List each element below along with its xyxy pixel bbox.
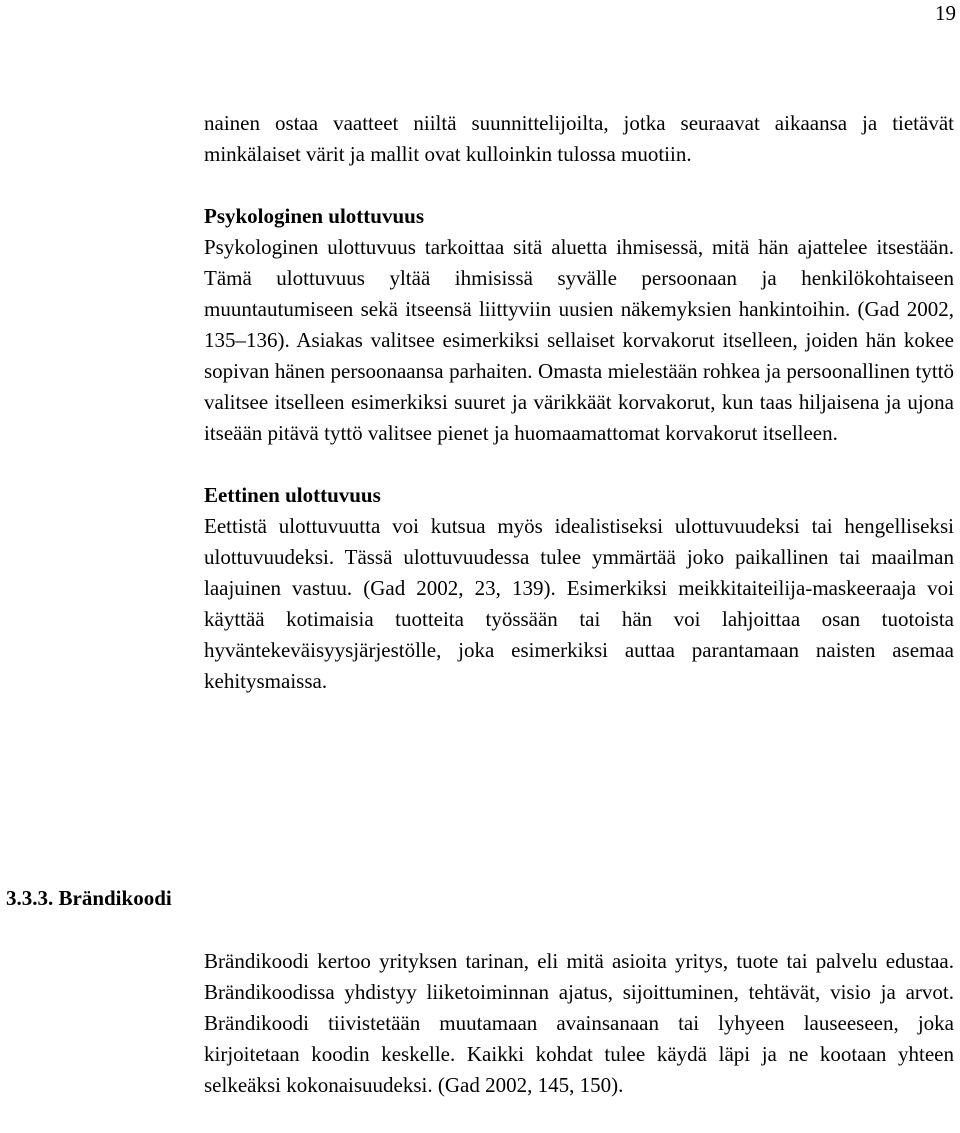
brand-code-body [204,946,954,1101]
psychological-paragraph: Psykologinen ulottuvuus tarkoittaa sitä aluetta ihmisessä, mitä hän ajattelee itsestään. Tämä ulottuvuus yltää ihmisissä syvälle persoonaan ja henkilökohtaiseen muuntautumiseen sekä itseensä liittyviin uusien näkemyksien hankintoihin. (Gad 2002, 135–136). Asiakas valitsee esimerkiksi sellaiset korvakorut itselleen, joiden hän kokee sopivan hänen persoonaansa parhaiten. Omasta mielestään rohkea ja persoonallinen tyttö valitsee itselleen esimerkiksi suuret ja värikkäät korvakorut, kun taas hiljaisena ja ujona itseään pitävä tyttö valitsee pienet ja huomaamattomat korvakorut itselleen. [204,235,954,445]
page-number: 19 [935,1,956,25]
ethical-dimension-section [204,480,954,697]
psychological-dimension-section [204,201,954,449]
psychological-heading: Psykologinen ulottuvuus [204,204,424,228]
intro-paragraph: nainen ostaa vaatteet niiltä suunnittelijoilta, jotka seuraavat aikaansa ja tietävät minkälaiset värit ja mallit ovat kulloinkin tulossa muotiin. [204,111,954,166]
ethical-paragraph: Eettistä ulottuvuutta voi kutsua myös idealistiseksi ulottuvuudeksi tai hengelliseksi ulottuvuudeksi. Tässä ulottuvuudessa tulee ymmärtää joko paikallinen tai maailman laajuinen vastuu. (Gad 2002, 23, 139). Esimerkiksi meikkitaiteilija-maskeeraaja voi käyttää kotimaisia tuotteita työssään tai hän voi lahjoittaa osan tuotoista hyväntekeväisyysjärjestölle, joka esimerkiksi auttaa parantamaan naisten asemaa kehitysmaissa. [204,514,954,693]
brand-code-paragraph: Brändikoodi kertoo yrityksen tarinan, eli mitä asioita yritys, tuote tai palvelu edustaa. Brändikoodissa yhdistyy liiketoiminnan ajatus, sijoittuminen, tehtävät, visio ja arvot. Brändikoodi tiivistetään muutamaan avainsanaan tai lyhyeen lauseeseen, joka kirjoitetaan koodin keskelle. Kaikki kohdat tulee käydä läpi ja ne kootaan yhteen selkeäksi kokonaisuudeksi. (Gad 2002, 145, 150). [204,949,954,1097]
ethical-heading: Eettinen ulottuvuus [204,483,381,507]
section-heading-brand-code: 3.3.3. Brändikoodi [6,886,172,910]
body-text [204,108,954,697]
